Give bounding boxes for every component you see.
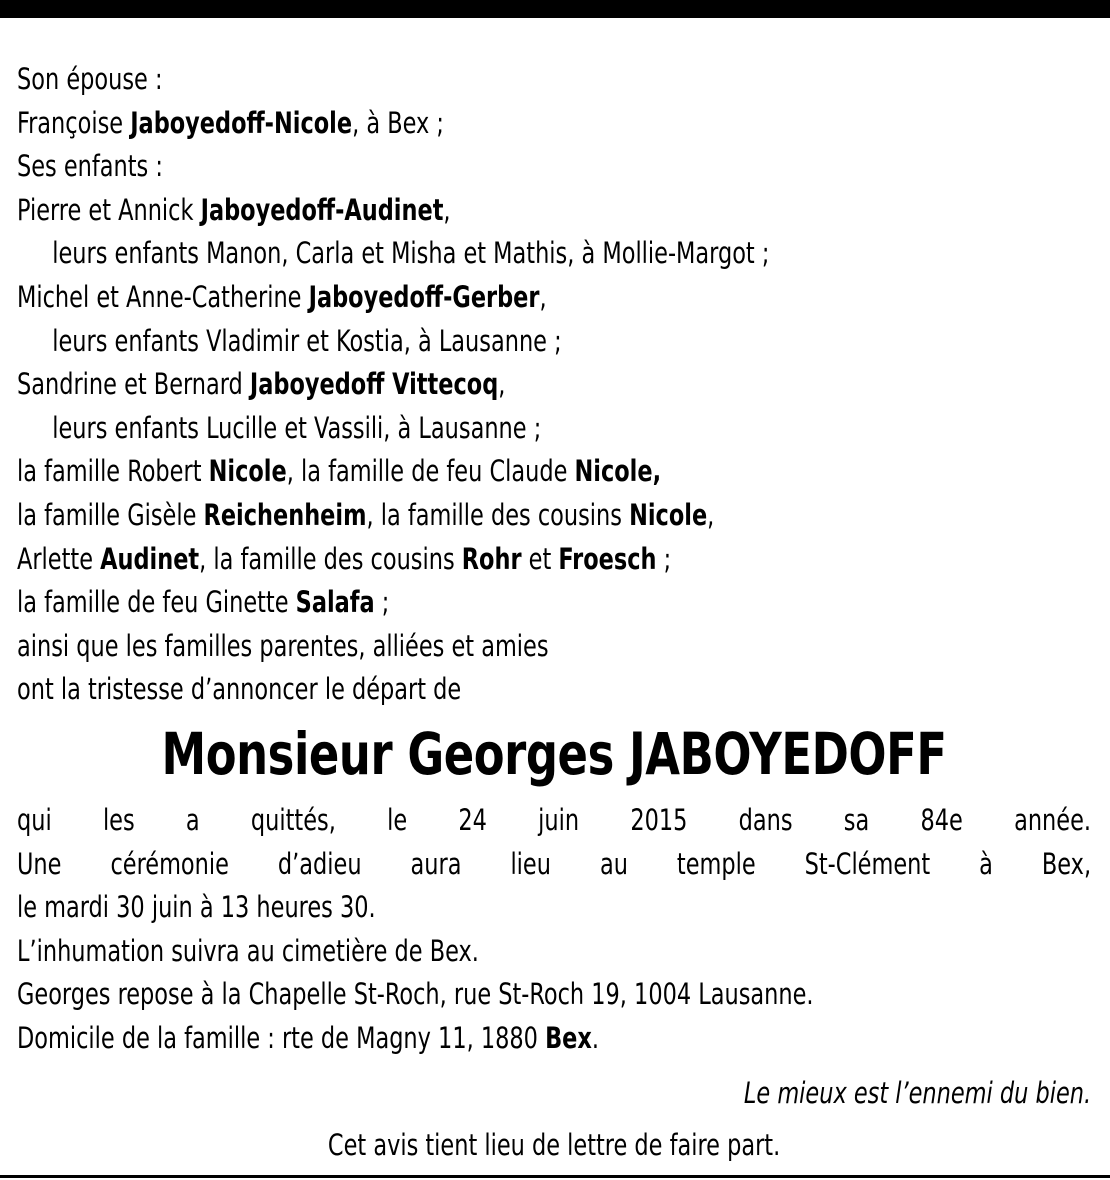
- bottom-rule: [0, 1175, 1110, 1178]
- text-run: L’inhumation suivra au cimetière de Bex.: [17, 933, 479, 968]
- word: 84e: [920, 802, 963, 837]
- text-run: ,: [707, 497, 715, 532]
- line-child-1: [17, 189, 1091, 233]
- surname: Nicole: [208, 454, 287, 489]
- text-run: Sandrine et Bernard: [17, 367, 250, 402]
- surname: Rohr: [461, 541, 522, 576]
- word: temple: [676, 846, 756, 881]
- line-children-heading: [17, 145, 1091, 189]
- word: année.: [1014, 802, 1092, 837]
- word: à: [979, 846, 993, 881]
- word: lieu: [510, 846, 551, 881]
- surname: Jaboyedoff-Audinet: [200, 192, 444, 227]
- text-run: Michel et Anne-Catherine: [17, 279, 309, 314]
- word: les: [102, 802, 135, 837]
- surname: Bex: [545, 1020, 592, 1055]
- line-ceremony-date: [17, 886, 1091, 930]
- word: le: [387, 802, 408, 837]
- line-family-address: [17, 1017, 1091, 1061]
- word: St-Clément: [804, 846, 931, 881]
- text-run: , la famille des cousins: [199, 541, 462, 576]
- justified-line: [17, 799, 1091, 843]
- surname: Salafa: [295, 585, 375, 620]
- text-run: , à Bex ;: [352, 105, 444, 140]
- surname: Jaboyedoff-Nicole: [130, 105, 353, 140]
- word: d’adieu: [277, 846, 362, 881]
- word: qui: [17, 802, 52, 837]
- surname: Jaboyedoff Vittecoq: [249, 367, 499, 402]
- surname: Audinet: [100, 541, 200, 576]
- family-list: [17, 58, 1091, 712]
- line-relatives-4: [17, 581, 1091, 625]
- line-child-2: [17, 276, 1091, 320]
- word: 2015: [630, 802, 688, 837]
- text-run: Ses enfants :: [17, 149, 163, 184]
- text-run: le mardi 30 juin à 13 heures 30.: [17, 890, 376, 925]
- text-run: ,: [443, 192, 451, 227]
- line-grandchildren-3: [17, 407, 1091, 451]
- text-run: ont la tristesse d’annoncer le départ de: [17, 672, 462, 707]
- text-run: ;: [374, 585, 390, 620]
- justified-line: [17, 843, 1091, 887]
- text-run: Françoise: [17, 105, 131, 140]
- line-relatives-5: [17, 625, 1091, 669]
- word: 24: [458, 802, 487, 837]
- line-grandchildren-2: [17, 320, 1091, 364]
- text-run: , la famille des cousins: [366, 497, 630, 532]
- text-run: la famille Robert: [17, 454, 209, 489]
- obituary-notice: [17, 58, 1091, 1168]
- deceased-name: Monsieur Georges JABOYEDOFF: [161, 719, 947, 788]
- word: quittés,: [250, 802, 336, 837]
- word: a: [185, 802, 200, 837]
- surname: Jaboyedoff-Gerber: [308, 279, 540, 314]
- line-announcement: [17, 668, 1091, 712]
- text-run: Arlette: [17, 541, 101, 576]
- word: dans: [738, 802, 793, 837]
- surname: Froesch: [558, 541, 657, 576]
- word: au: [599, 846, 628, 881]
- line-grandchildren-1: [17, 232, 1091, 276]
- text-run: ainsi que les familles parentes, alliées et amies: [17, 628, 549, 663]
- text-run: leurs enfants Lucille et Vassili, à Lausanne ;: [52, 410, 542, 445]
- word: juin: [538, 802, 580, 837]
- text-run: la famille Gisèle: [17, 497, 204, 532]
- top-rule: [0, 0, 1110, 18]
- death-announcement: [17, 799, 1091, 886]
- line-child-3: [17, 363, 1091, 407]
- line-spouse: [17, 102, 1091, 146]
- line-burial: [17, 930, 1091, 974]
- text-run: et: [521, 541, 559, 576]
- surname: Reichenheim: [203, 497, 367, 532]
- text-run: ,: [539, 279, 547, 314]
- line-repose: [17, 973, 1091, 1017]
- line-relatives-1: [17, 450, 1091, 494]
- closing-note: Cet avis tient lieu de lettre de faire part.: [327, 1128, 781, 1163]
- text-run: .: [591, 1020, 599, 1055]
- line-spouse-heading: [17, 58, 1091, 102]
- text-run: Domicile de la famille : rte de Magny 11, 1880: [17, 1020, 546, 1055]
- text-run: Son épouse :: [17, 62, 163, 96]
- motto: Le mieux est l’ennemi du bien.: [743, 1076, 1092, 1111]
- text-run: ,: [498, 367, 506, 402]
- surname: Nicole,: [574, 454, 662, 489]
- surname: Nicole: [629, 497, 708, 532]
- word: cérémonie: [110, 846, 229, 881]
- text-run: leurs enfants Vladimir et Kostia, à Lausanne ;: [52, 323, 562, 358]
- text-run: Georges repose à la Chapelle St-Roch, rue St-Roch 19, 1004 Lausanne.: [17, 977, 814, 1012]
- line-relatives-3: [17, 538, 1091, 582]
- word: aura: [410, 846, 462, 881]
- text-run: leurs enfants Manon, Carla et Misha et Mathis, à Mollie-Margot ;: [52, 236, 770, 271]
- text-run: , la famille de feu Claude: [286, 454, 575, 489]
- word: sa: [843, 802, 870, 837]
- text-run: ;: [656, 541, 672, 576]
- text-run: Pierre et Annick: [17, 192, 201, 227]
- text-run: la famille de feu Ginette: [17, 585, 296, 620]
- word: Bex,: [1041, 846, 1092, 881]
- funeral-details: [17, 886, 1091, 1060]
- line-relatives-2: [17, 494, 1091, 538]
- word: Une: [17, 846, 62, 881]
